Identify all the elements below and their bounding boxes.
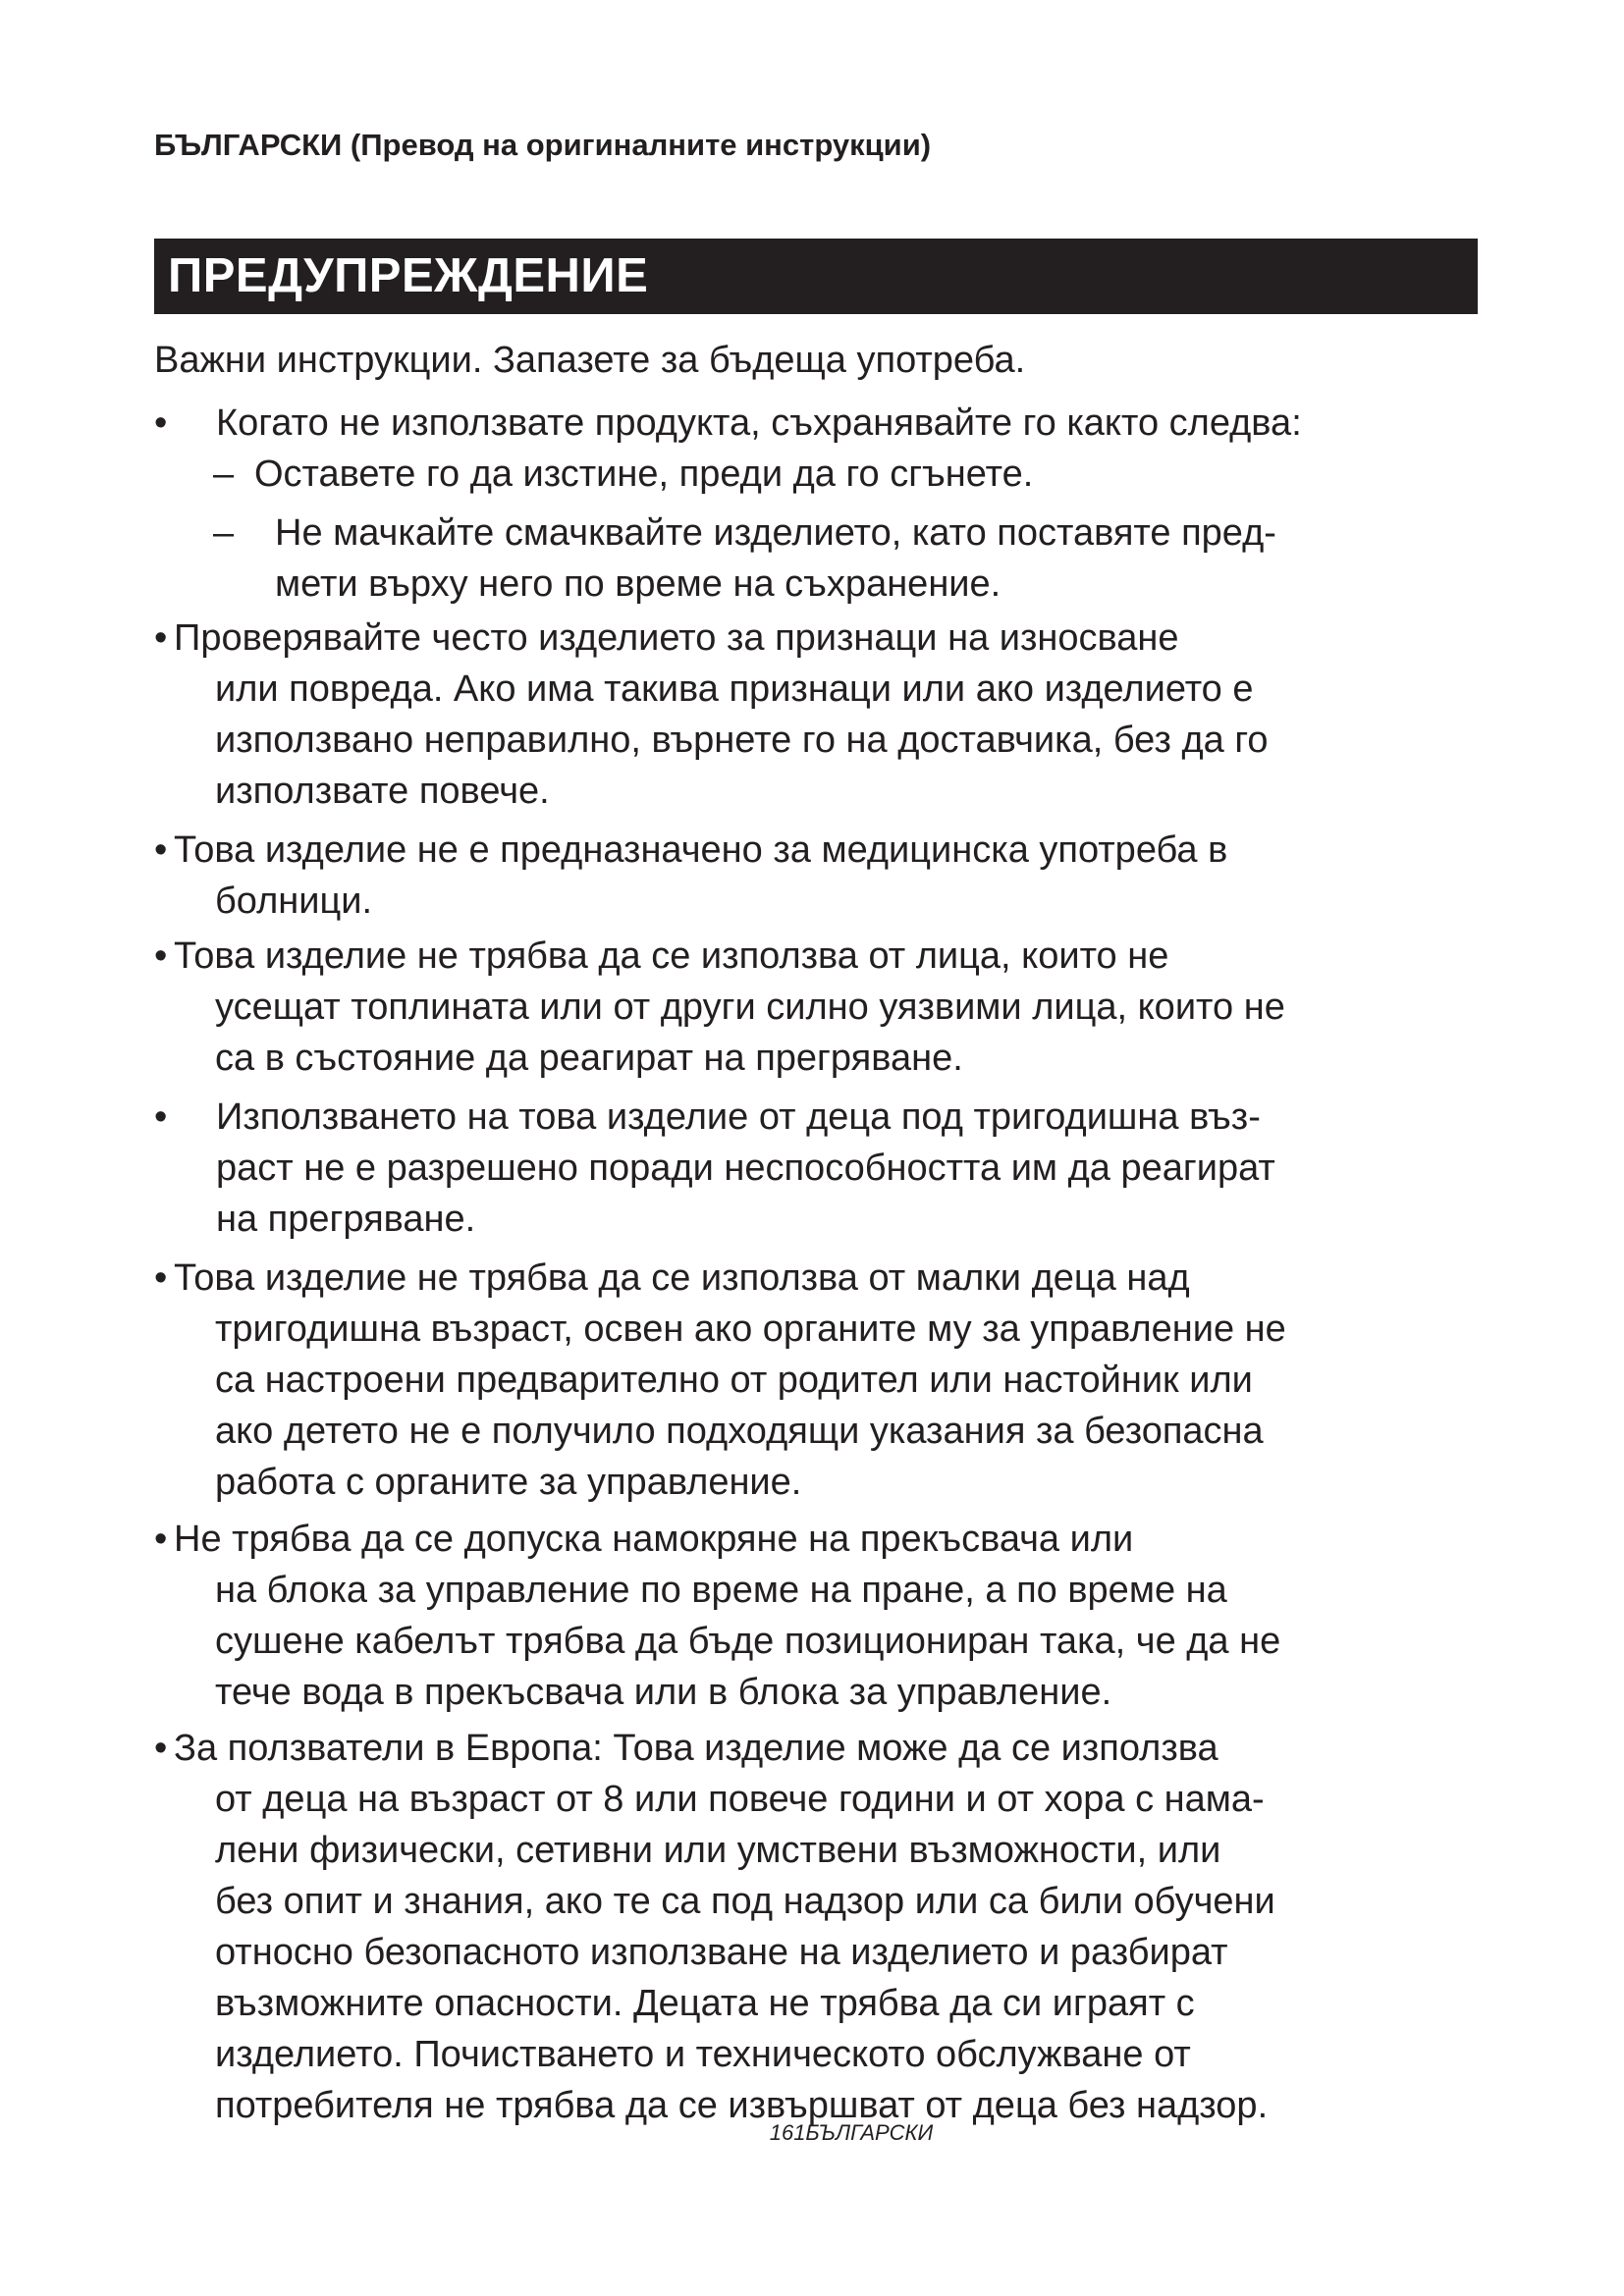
bullet-washing (154, 1514, 1489, 1718)
bullet-mark: • (154, 829, 168, 871)
language-heading: БЪЛГАРСКИ (Превод на оригиналните инструкции) (154, 128, 932, 162)
intro-text: Важни инструкции. Запазете за бъдеща употреба. (154, 340, 1026, 381)
bullet-mark: • (154, 617, 168, 659)
dash-mark: – (213, 512, 235, 554)
bullet-mark: • (154, 402, 168, 444)
sub-item-cool-down (213, 449, 1489, 500)
bullet-insensitive-persons (154, 931, 1489, 1084)
sub-item-no-crush (213, 507, 1489, 610)
bullet-storage (154, 398, 1489, 449)
sub-text-no-crush: Не мачкайте смачквайте изделието, като поставяте пред- мети върху него по време на съхранение. (275, 512, 1276, 605)
bullet-text-children-over-3: Това изделие не трябва да се използва от малки деца над тригодишна възраст, освен ако органите му за управление не са настроени предварително от родител или настойник или ако детето не е получило подходящи указания за безопасна работа с органите за управление. (174, 1257, 1286, 1503)
bullet-text-medical: Това изделие не е предназначено за медицинска употреба в болници. (174, 829, 1228, 922)
warning-banner (154, 239, 1478, 314)
bullet-text-washing: Не трябва да се допуска намокряне на прекъсвача или на блока за управление по време на пране, а по време на сушене кабелът трябва да бъде позициониран така, че да не тече вода в прекъсвача или в блока за управление. (174, 1519, 1281, 1713)
bullet-medical (154, 825, 1489, 927)
bullet-text-children-under-3: Използването на това изделие от деца под тригодишна въз- раст не е разрешено поради неспособността им да реагират на прегряване. (216, 1096, 1275, 1240)
bullet-inspect (154, 613, 1489, 817)
bullet-mark: • (154, 1257, 168, 1299)
bullet-mark: • (154, 1728, 168, 1769)
bullet-children-over-3 (154, 1253, 1489, 1508)
bullet-mark: • (154, 935, 168, 977)
page-footer: 161БЪЛГАРСКИ (769, 2120, 934, 2145)
bullet-mark: • (154, 1519, 168, 1560)
sub-text-cool-down: Оставете го да изстине, преди да го сгънете. (254, 454, 1034, 495)
bullet-europe-users (154, 1723, 1489, 2131)
warning-title: ПРЕДУПРЕЖДЕНИЕ (168, 249, 649, 302)
bullet-mark: • (154, 1096, 168, 1138)
dash-mark: – (213, 454, 235, 495)
bullet-text-storage: Когато не използвате продукта, съхранявайте го както следва: (216, 402, 1302, 444)
bullet-text-inspect: Проверявайте често изделието за признаци на износване или повреда. Ако има такива признаци или ако изделието е използвано неправилно, върнете го на доставчика, без да го използвате повече. (174, 617, 1269, 812)
bullet-text-insensitive-persons: Това изделие не трябва да се използва от лица, които не усещат топлината или от други силно уязвими лица, които не са в състояние да реагират на прегряване. (174, 935, 1285, 1079)
bullet-text-europe-users: За ползватели в Европа: Това изделие може да се използва от деца на възраст от 8 или повече години и от хора с нама- лени физически, сетивни или умствени възможности, или без опит и знания, ако те са под надзор или са били обучени относно безопасното използване на изделието и разбират възможните опасности. Децата не трябва да си играят с изделието. Почистването и техническото обслужване от потребителя не трябва да се извършват от деца без надзор. (174, 1728, 1275, 2126)
bullet-children-under-3 (154, 1092, 1489, 1245)
